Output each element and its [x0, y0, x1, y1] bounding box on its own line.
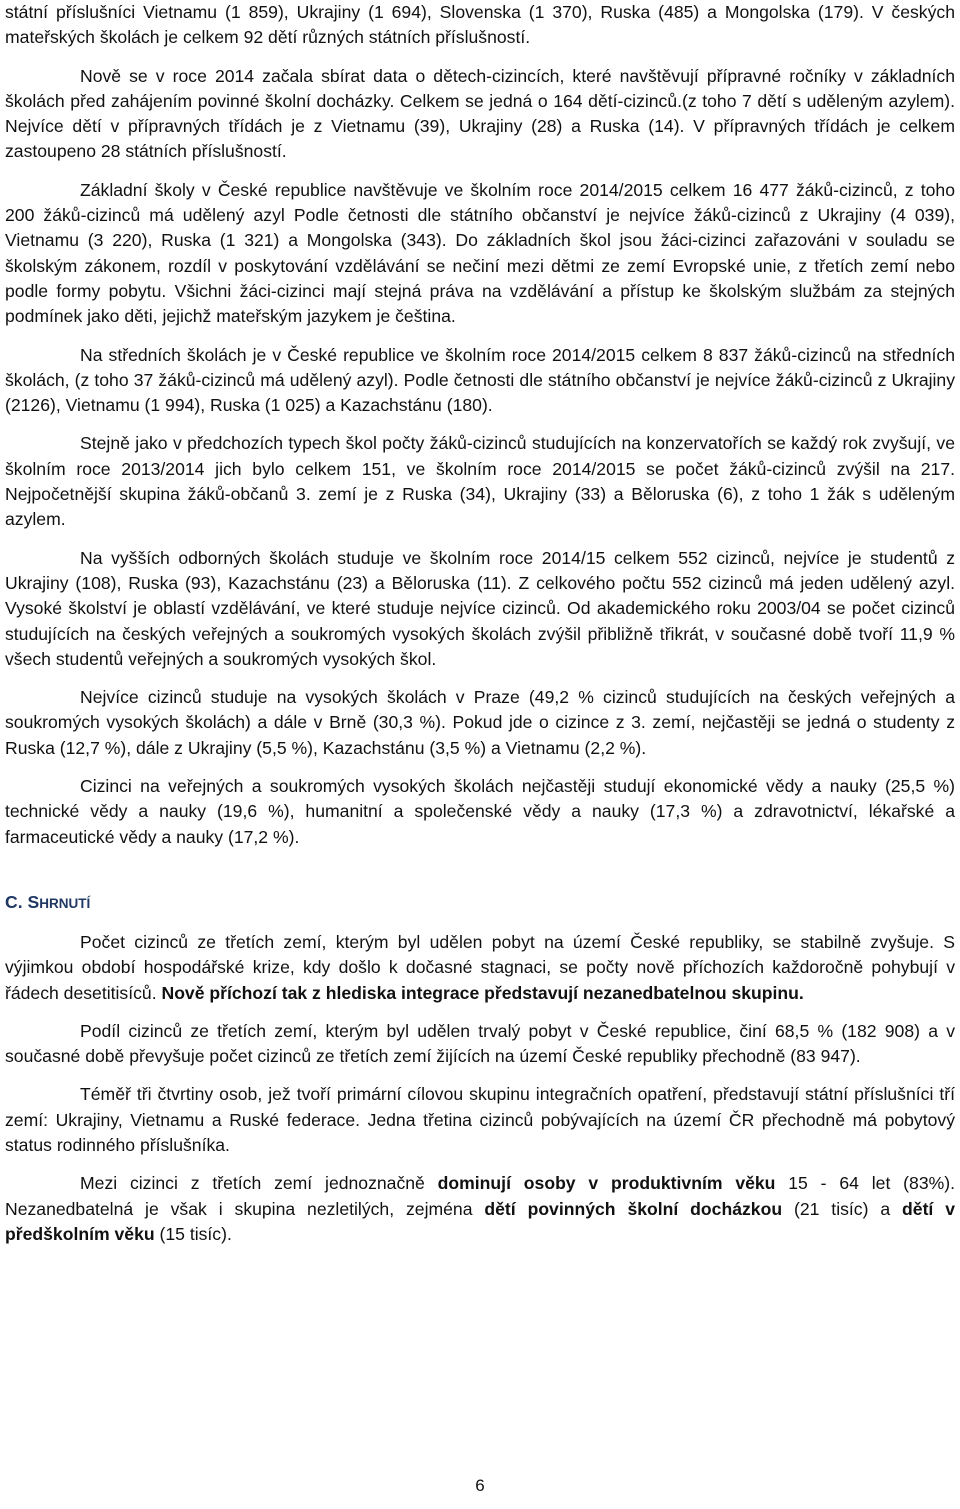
text-span: Na středních školách je v České republice ve školním roce 2014/2015 celkem 8 837 žáků-cizinců na středních školách, (z toho 37 žáků-cizinců má udělený azyl). Podle četnosti dle státního občanství je nejvíce žáků-cizinců z Ukrajiny (2126), Vietnamu (1 994), Ruska (1 025) a Kazachstánu (180).	[5, 344, 955, 416]
text-span: Téměř tři čtvrtiny osob, jež tvoří primární cílovou skupinu integračních opatření, představují státní příslušníci tří zemí: Ukrajiny, Vietnamu a Ruské federace. Jedna třetina cizinců pobývajících na území ČR přechodně má pobytový status rodinného příslušníka.	[5, 1084, 955, 1155]
paragraph-p3	[5, 343, 955, 419]
text-span: Stejně jako v předchozích typech škol počty žáků-cizinců studujících na konzervatořích se každý rok zvyšují, ve školním roce 2013/2014 jich bylo celkem 151, ve školním roce 2014/2015 se počet žáků-cizinců zvýšil na 217. Nejpočetnější skupina žáků-občanů 3. zemí je z Ruska (34), Ukrajiny (33) a Běloruska (6), z toho 1 žák s uděleným azylem.	[5, 433, 955, 530]
paragraph-p1	[5, 64, 955, 165]
paragraph-s2	[5, 1019, 955, 1070]
text-span: (15 tisíc).	[154, 1223, 232, 1244]
section-heading-rest: HRNUTÍ	[39, 895, 91, 911]
bold-text: Nově příchozí tak z hlediska integrace představují nezanedbatelnou skupinu.	[161, 982, 804, 1003]
text-span: Nově se v roce 2014 začala sbírat data o dětech-cizincích, které navštěvují přípravné ročníky v základních školách před zahájením povinné školní docházky. Celkem se jedná o 164 dětí-cizinců.(z toho 7 dětí s uděleným azylem). Nejvíce dětí v přípravných třídách je z Vietnamu (39), Ukrajiny (28) a Ruska (14). V přípravných třídách je celkem zastoupeno 28 státních příslušností.	[5, 65, 955, 162]
text-span: Základní školy v České republice navštěvuje ve školním roce 2014/2015 celkem 16 477 žáků-cizinců, z toho 200 žáků-cizinců má udělený azyl Podle četnosti dle státního občanství je nejvíce žáků-cizinců z Ukrajiny (4 039), Vietnamu (3 220), Ruska (1 321) a Mongolska (343). Do základních škol jsou žáci-cizinci zařazováni v souladu se školským zákonem, rozdíl v poskytování vzdělávání se nečiní mezi dětmi ze zemí Evropské unie, z třetích zemí nebo podle formy pobytu. Všichni žáci-cizinci mají stejná práva na vzdělávání a přístup ke školským službám za stejných podmínek jako děti, jejichž mateřským jazykem je čeština.	[5, 179, 955, 327]
text-span: Mezi cizinci z třetích zemí jednoznačně	[80, 1173, 438, 1194]
paragraph-p2	[5, 178, 955, 330]
paragraph-s1	[5, 930, 955, 1006]
text-span: Cizinci na veřejných a soukromých vysokých školách nejčastěji studují ekonomické vědy a nauky (25,5 %) technické vědy a nauky (19,6 %), humanitní a společenské vědy a nauky (17,3 %) a zdravotnictví, lékařské a farmaceutické vědy a nauky (17,2 %).	[5, 776, 955, 847]
body-text	[5, 0, 955, 850]
paragraph-p4	[5, 431, 955, 532]
text-span: 15 - 64 let (83%). Nezanedbatelná je však i skupina nezletilých, zejména	[5, 1173, 955, 1219]
bold-text: dominují osoby v produktivním věku	[437, 1173, 776, 1194]
bold-text: dětí povinných školní docházkou	[484, 1198, 783, 1219]
text-span: (21 tisíc) a	[782, 1198, 903, 1219]
paragraph-s3	[5, 1082, 955, 1158]
paragraph-s4	[5, 1171, 955, 1247]
bold-text: dětí v předškolním věku	[5, 1198, 955, 1244]
paragraph-p7	[5, 774, 955, 850]
text-span: Podíl cizinců ze třetích zemí, kterým byl udělen trvalý pobyt v České republice, činí 68,5 % (182 908) a v současné době převyšuje počet cizinců ze třetích zemí žijících na území České republiky přechodně (83 947).	[5, 1020, 955, 1067]
text-span: Nejvíce cizinců studuje na vysokých školách v Praze (49,2 % cizinců studujících na českých veřejných a soukromých vysokých školách) a dále v Brně (30,3 %). Pokud jde o cizince z 3. zemí, nejčastěji se jedná o studenty z Ruska (12,7 %), dále z Ukrajiny (5,5 %), Kazachstánu (3,5 %) a Vietnamu (2,2 %).	[5, 687, 955, 758]
document-page	[5, 0, 955, 1247]
text-span: Počet cizinců ze třetích zemí, kterým byl udělen pobyt na území České republiky, se stabilně zvyšuje. S výjimkou období hospodářské krize, kdy došlo k dočasné stagnaci, se počty nově příchozích každoročně pohybují v řádech desetitisíců.	[5, 931, 955, 1003]
section-heading-prefix: C. S	[5, 891, 40, 912]
paragraph-p6	[5, 685, 955, 761]
paragraph-p0	[5, 0, 955, 51]
paragraph-p5	[5, 546, 955, 672]
text-span: státní příslušníci Vietnamu (1 859), Ukrajiny (1 694), Slovenska (1 370), Ruska (485) a Mongolska (179). V českých mateřských školách je celkem 92 dětí různých státních příslušností.	[5, 2, 955, 48]
page-number: 6	[475, 1476, 485, 1495]
section-heading	[5, 890, 955, 916]
text-span: Na vyšších odborných školách studuje ve školním roce 2014/15 celkem 552 cizinců, nejvíce je studentů z Ukrajiny (108), Ruska (93), Kazachstánu (23) a Běloruska (11). Z celkového počtu 552 cizinců má jeden udělený azyl. Vysoké školství je oblastí vzdělávání, ve které studuje nejvíce cizinců. Od akademického roku 2003/04 se počet cizinců studujících na českých veřejných a soukromých vysokých školách zvýšil přibližně třikrát, v současné době tvoří 11,9 % všech studentů veřejných a soukromých vysokých škol.	[5, 547, 955, 669]
summary-text	[5, 930, 955, 1247]
